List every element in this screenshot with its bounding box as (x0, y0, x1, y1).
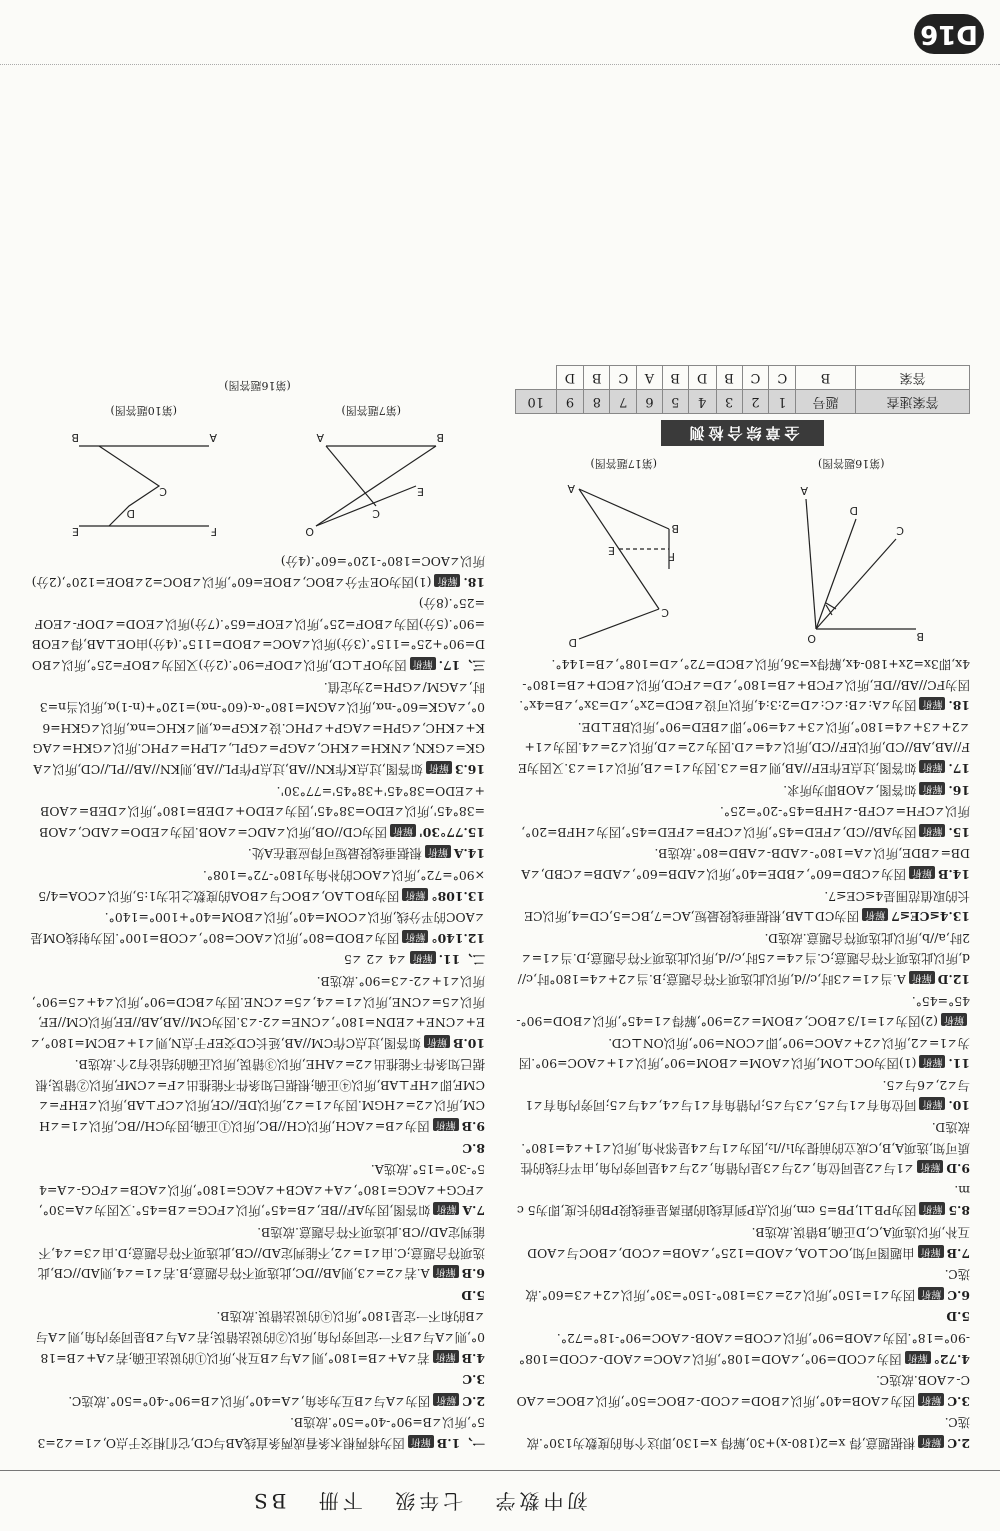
answer-item (30, 1306, 485, 1368)
answer-text: A.若∠2=∠3,则AB//DC,此选项不符合题意;B.若∠1=∠4,则AD//CB,此选项符合题意;C.由∠1=∠2,不能判定AD//CB,此选项不符合题意;D.由∠3=∠4,不能判定AD//CB.此选项不符合题意.故选B. (37, 1225, 485, 1282)
answer-item (515, 716, 970, 778)
answer-item (30, 1159, 485, 1221)
answer-text: 因为CD//OB,所以∠ADC=∠AOB.因为∠EDO=∠ADC,∠AOB=38°45',所以∠EDO=38°45',因为∠EDO+∠DEB=180°,所以∠DEB=∠AOB+∠EDO=38°45'+38°45'=77°30'. (39, 783, 485, 840)
answer-value: A (637, 365, 663, 389)
answer-number: 13.108° (431, 888, 485, 904)
answer-number: 16. (948, 782, 970, 798)
analysis-tag: 解析 (918, 1435, 944, 1448)
answer-text: 因为CD⊥AB,根据垂线段最短,AC=7,BC=5,CD=4,所以CE长的取值范围是4≤CE≤7. (524, 888, 970, 925)
answer-text: 同位角有∠1与∠5,∠3与∠5;内错角有∠1与∠4,∠4与∠5;同旁内角有∠1与∠2,∠6与∠5. (525, 1077, 970, 1114)
figure-17-caption: (第17题答图) (590, 456, 658, 470)
analysis-tag: 解析 (918, 1287, 944, 1300)
answer-item (515, 990, 970, 1031)
answer-number: 二、11. (438, 952, 485, 968)
triangle-diagram (296, 426, 446, 546)
answer-number: 7.A (462, 1203, 485, 1219)
analysis-tag: 解析 (909, 971, 935, 984)
answer-text: 若∠A+∠B=180°,则∠A与∠B互补,所以①的说法正确;若∠A+∠B=180°,则∠A与∠B不一定同旁内角,所以②的说法错误;若∠A与∠B是同旁内角,则∠A与∠B的和不一定是180°,所以④的说法错误.故选B. (35, 1309, 485, 1366)
answer-number: 2.C (462, 1393, 485, 1409)
answer-text: 因为∠BOD=80°,所以∠AOC=80°,∠COB=100°.因为射线OM是∠AOC的平分线,所以∠COM=40°,所以∠BOM=40°+100°=140°. (30, 910, 485, 946)
answer-text: A.当∠1=∠3时,c//d,所以此选项不符合题意;B.当∠2+∠4=180°时,c//d,所以此选项不符合题意;C.当∠4=∠5时,c//d,所以此选项不符合题意;D.当∠1=∠2时,a//b,所以此选项符合题意.故选D. (517, 930, 970, 987)
answer-number: 11. (948, 1056, 970, 1072)
svg-text:E: E (607, 544, 615, 558)
answer-table (515, 365, 970, 414)
header-volume: 下册 (314, 1489, 363, 1513)
answer-item (30, 1221, 485, 1283)
answer-text: 因为∠COD=90°,∠AOD=108°,所以∠AOC=∠AOD-∠COD=108°-90°=18°.因为∠AOB=90°,所以∠COB=∠AOB-∠AOC=90°-18°=72°. (518, 1331, 970, 1367)
answer-text: (1)因为OE平分∠BOC,∠BOE=60°,所以∠BOC=2∠BOE=120°,(2分)所以∠AOC=180°-120°=60°.(4分) (31, 554, 485, 590)
answer-number: 9.D (946, 1161, 970, 1177)
analysis-tag: 解析 (862, 908, 888, 921)
analysis-tag: 解析 (402, 930, 428, 943)
answer-number: 3.C (462, 1372, 485, 1388)
answer-value: B (662, 365, 688, 389)
answer-item (515, 1264, 970, 1305)
figure-row-16-17 (515, 452, 970, 649)
analysis-tag: 解析 (433, 1393, 459, 1406)
answer-text: ∠4 ∠2 ∠5 (343, 952, 407, 968)
answer-number: 16.3 (454, 762, 485, 777)
question-number: 3 (716, 389, 742, 413)
question-number: 7 (610, 389, 637, 413)
analysis-tag: 解析 (909, 866, 935, 879)
answer-item (515, 885, 970, 926)
zigzag-diagram (69, 426, 219, 546)
row-label-answers: 答案 (856, 365, 970, 389)
answer-value: B (796, 365, 856, 389)
page-header (0, 1470, 1000, 1531)
analysis-tag: 解析 (905, 1351, 931, 1364)
answer-text: 根据垂线段最短可得应建在A处. (247, 846, 422, 862)
answer-number: 3.C (947, 1393, 970, 1409)
answer-number: 13.4≤CE≤7 (891, 909, 970, 925)
analysis-tag: 解析 (402, 888, 428, 901)
answer-text: 因为∠1=150°,所以∠2=∠3=180°-150°=30°,所以∠2+∠3=60°.故选C. (525, 1267, 970, 1303)
answer-item (30, 1054, 485, 1136)
answer-item (30, 1390, 485, 1411)
analysis-tag: 解析 (408, 1435, 434, 1448)
analysis-tag: 解析 (425, 845, 451, 858)
answer-item (515, 653, 970, 715)
figure-10 (69, 399, 219, 546)
answer-number: 一、1.B (436, 1436, 485, 1451)
question-number: 1 (769, 389, 796, 413)
svg-text:B: B (436, 431, 445, 445)
svg-text:A: A (567, 482, 575, 496)
answer-number: 10. (948, 1098, 970, 1114)
svg-text:C: C (896, 524, 905, 538)
answer-text: 因为OF⊥CD,所以∠DOF=90°.(2分)又因为∠BOF=25°,所以∠BOD=90°+25°=115°.(3分)所以∠AOC=∠BOD=115°.(4分)由OE⊥AB,得∠EOB=90°.(5分)因为∠BOF=25°,所以∠EOF=65°.(7分)所以∠EOD=∠DOF-∠EOF=25°.(8分) (31, 596, 485, 674)
analysis-tag: 解析 (919, 1055, 945, 1068)
angle-construction-diagram (766, 479, 936, 649)
answer-item (515, 1179, 970, 1220)
svg-text:C: C (159, 485, 167, 499)
answer-item (30, 550, 485, 591)
analysis-tag: 解析 (434, 574, 460, 587)
answer-number: 2.C (947, 1436, 970, 1451)
answer-value: D (556, 365, 584, 389)
analysis-tag: 解析 (433, 1118, 459, 1131)
answer-text: 根据题意,得 x=2(180-x)+30,解得 x=130,即这个角的度数为130°.故选C. (526, 1415, 970, 1451)
svg-text:F: F (668, 550, 675, 564)
analysis-tag: 解析 (919, 782, 945, 795)
answer-text: (2)因为∠1=1/3∠BOC,∠BOM=∠2=90°,解得∠1=45°,所以∠BOD=90°-45°=45°. (516, 993, 970, 1030)
answer-item (30, 780, 485, 842)
answer-value: B (584, 365, 610, 389)
analysis-tag: 解析 (424, 1035, 450, 1048)
answer-item (30, 676, 485, 779)
answer-item (30, 907, 485, 948)
answer-text: (1)因为OC⊥OM,所以∠AOM=∠BOM=90°,所以∠1+∠AOC=90°.因为∠1=∠2,所以∠2+∠AOC=90°,即∠CON=90°,所以ON⊥CD. (518, 1035, 970, 1072)
svg-text:D: D (849, 504, 859, 518)
svg-text:F: F (210, 525, 217, 539)
figure-7-caption: (第7题答图) (341, 403, 402, 417)
figure-17 (549, 452, 699, 649)
figure-16b-caption: (第16题答图) (224, 379, 291, 393)
answer-number: 12.140° (431, 930, 485, 946)
svg-text:B: B (671, 522, 679, 536)
answer-value: B (716, 365, 742, 389)
analysis-tag: 解析 (433, 1202, 459, 1215)
question-number: 5 (662, 389, 688, 413)
figure-row-7-10 (30, 399, 485, 546)
answer-text: 因为∠CBD=60°,∠BDE=40°,所以∠ADB=60°,∠ADB=∠CBD,∠ADB=∠BDE,所以∠A=180°-∠ADB-∠ABD=80°.故选B. (521, 846, 970, 882)
svg-text:D: D (126, 507, 135, 521)
answer-text: 因为BO⊥AO,∠BOC与∠BOA的度数之比为1:5,所以∠COA=4/5×90°=72°,所以∠AOC的补角为180°-72°=108°. (38, 867, 485, 904)
answer-text: 因为将两根木条看成两条直线AB与CD,它们相交于点O,∠1=∠2=35°,所以∠B=90°-40°=50°.故选B. (37, 1415, 485, 1451)
figure-16-caption: (第16题答图) (817, 456, 885, 470)
answer-number: 8.5 (948, 1203, 970, 1219)
answer-value: C (610, 365, 637, 389)
answer-number: 17. (948, 761, 970, 776)
page-badge: D16 (914, 14, 984, 54)
analysis-tag: 解析 (919, 760, 945, 773)
svg-text:A: A (316, 431, 325, 445)
answer-item (30, 949, 485, 970)
answer-text: 如答图,过点K作KN//AB,过点P作PL//AB,则KN//AB//PL//CD,所以∠AGK=∠GKN,∠NKH=∠KHC,∠AGP=∠GPL,∠LPH=∠PHC.所以∠GKH=∠AGK+∠KHC,∠GPH=∠AGP+∠PHC.设∠KGP=α,则∠KHC=nα,所以∠GKH=60°,∠AGK=60°-nα,所以∠AGM=180°-α-(60°-nα)=120°+(n-1)α,所以当n=3时,∠AGM/∠GPH=2为定值. (32, 679, 485, 777)
answer-number: 15.77°30' (418, 824, 485, 840)
row-label-numbers: 题号 (796, 389, 856, 413)
svg-text:B: B (71, 431, 79, 445)
answer-item (30, 1412, 485, 1453)
answer-item (30, 864, 485, 905)
answer-number: 10.B (452, 1035, 485, 1051)
answer-text: ∠1与∠2是同位角,∠2与∠3是内错角,∠2与∠4是同旁内角,由平行线的性质可知,选项A,B,C成立的前提为l₁//l₂,因为∠1与∠4是邻补角,所以∠1+∠4=180°.故选D. (520, 1120, 970, 1177)
answer-item (515, 1370, 970, 1411)
analysis-tag: 解析 (919, 697, 945, 710)
answer-item (515, 1306, 970, 1327)
answer-number: 6.C (947, 1287, 970, 1303)
answer-item (30, 593, 485, 675)
answer-text: 因为∠A与∠B互为余角,∠A=40°,所以∠B=90°-40°=50°.故选C. (68, 1393, 431, 1409)
left-column (515, 83, 970, 1453)
svg-text:O: O (807, 632, 817, 646)
figure-7 (296, 399, 446, 546)
answer-table-label: 答案速查 (856, 389, 970, 413)
answer-text: 如答图,过点C作CM//AB,延长CD交EF于点N,则∠1+∠BCM=180°,∠E+∠CNE+∠EDN=180°,∠CNE=∠2-∠3.因为CM//AB,AB//EF,所以CM//EF,所以∠5=∠CNE,所以∠1=∠4,∠5=∠CNE.因为∠BCD=90°,所以∠4+∠5=90°,所以∠1+∠2-∠3=90°.故选B. (30, 973, 485, 1051)
header-subject: 初中数学 (491, 1489, 588, 1513)
header-grade: 七年级 (391, 1489, 464, 1513)
svg-text:C: C (661, 606, 669, 620)
header-info (250, 1488, 605, 1517)
answer-number: 15. (948, 824, 970, 840)
answer-number: 18. (463, 574, 485, 590)
answer-number: 14.B (937, 866, 970, 882)
svg-text:D: D (568, 636, 577, 650)
answer-item (30, 1137, 485, 1158)
answer-item (515, 1117, 970, 1179)
answer-item (515, 1032, 970, 1073)
analysis-tag: 解析 (390, 824, 416, 837)
analysis-tag: 解析 (941, 1013, 967, 1026)
question-number: 2 (742, 389, 769, 413)
answer-value: C (769, 365, 796, 389)
figure-10-caption: (第10题答图) (110, 403, 178, 417)
section-title: 全章综合检测 (515, 420, 970, 447)
svg-text:A: A (209, 431, 217, 445)
figure-16 (766, 452, 936, 649)
answer-item (515, 1074, 970, 1115)
answer-number: 5.D (946, 1309, 970, 1325)
answer-item (30, 970, 485, 1052)
answer-text: 如答图,过点E作EF//AB,则∠B=∠3.因为∠1=∠B,所以∠1=∠3.又因为EF//AB,AB//CD,所以EF//CD,所以∠4=∠D.因为∠2=∠D,所以∠2=∠4.因为∠1+∠2+∠3+∠4=180°,所以∠3+∠4=90°,即∠BED=90°,所以BE⊥DE. (517, 719, 970, 776)
svg-text:A: A (800, 484, 809, 498)
answer-item (515, 1221, 970, 1262)
answer-number: 8.C (462, 1140, 485, 1156)
answer-item (30, 1369, 485, 1390)
answer-text: 因为PB⊥l,PB=5 cm,所以点P到直线l的距离是垂线段PB的长度,即为5 cm. (516, 1182, 970, 1219)
answer-value: C (742, 365, 769, 389)
right-column (30, 83, 485, 1453)
answer-item (515, 1327, 970, 1368)
analysis-tag: 解析 (918, 1245, 944, 1258)
analysis-tag: 解析 (410, 657, 436, 670)
analysis-tag: 解析 (426, 761, 452, 774)
page-footer (0, 0, 1000, 65)
analysis-tag: 解析 (433, 1265, 459, 1278)
answer-text: 因为∠A:∠B:∠C:∠D=2:3:4,所以可设∠BCD=2x°,∠D=3x°,∠B=4x°.因为FC//AB//DE,所以∠FCB+∠B=180°,∠D=∠FCD,所以∠BCD+∠B=180°-4x,即3x=2x+180-4x,解得x=36,所以∠BCD=72°,∠D=108°,∠B=144°. (519, 657, 970, 714)
svg-text:E: E (417, 485, 425, 499)
answer-text: 因为∠B=∠ACH,所以CH//BC,所以①正确;因为CH//BC,所以∠1=∠HCM,所以∠2=∠HGM.因为∠1=∠2,所以DE//CF,所以∠CF⊥AB,所以∠EHF=∠CMF,即∠HF⊥AB,所以④正确;根据已知条件不能推出∠F=∠CMF,所以②错误;根据已知条件不能推出∠2=∠AHE,所以③错误,所以正确的结论有2个.故选B. (35, 1057, 485, 1135)
answer-number: 三、17. (438, 658, 485, 674)
answer-item (515, 801, 970, 842)
answer-number: 4.72° (933, 1351, 970, 1367)
answer-value: D (688, 365, 716, 389)
analysis-tag: 解析 (410, 951, 436, 964)
question-number: 10 (516, 389, 557, 413)
answer-number: 18. (948, 698, 970, 714)
answer-number: 12.D (937, 971, 970, 987)
answer-number: 5.D (461, 1287, 485, 1303)
answer-text: 因为AB//CD,∠FED=45°,所以∠CFB=∠FED=45°,因为∠HFB=20°,所以∠CFH=∠CFB-∠HFB=45°-20°=25°. (521, 804, 970, 840)
answer-number: 14.A (453, 846, 485, 862)
analysis-tag: 解析 (918, 1393, 944, 1406)
answer-item (30, 843, 485, 864)
answer-item (515, 927, 970, 989)
figure-16b (30, 375, 485, 396)
svg-text:O: O (305, 525, 315, 539)
analysis-tag: 解析 (433, 1350, 459, 1363)
answer-text: 因为∠AOB=40°,所以∠BOD=∠COD-∠BOC=50°,所以∠BOC=∠AOC-∠AOB.故选C. (516, 1373, 970, 1409)
svg-text:C: C (372, 507, 381, 521)
analysis-tag: 解析 (919, 1202, 945, 1215)
analysis-tag: 解析 (919, 1098, 945, 1111)
analysis-tag: 解析 (917, 1160, 943, 1173)
analysis-tag: 解析 (919, 824, 945, 837)
question-number: 6 (637, 389, 663, 413)
header-edition: BS (250, 1489, 287, 1513)
answer-text: 由题图可知,OC⊥OA,∠AOD=125°,∠AOB=∠COD,∠BOC与∠AOD互补,所以选项A,C,D正确,B错误.故选B. (527, 1225, 970, 1261)
svg-text:B: B (916, 630, 925, 644)
answer-text: 如答图,∠AOB即为所求. (783, 782, 917, 798)
answer-number: 7.B (946, 1245, 970, 1261)
answer-item (515, 1412, 970, 1453)
answer-item (515, 843, 970, 884)
answer-number: 6.B (461, 1266, 485, 1282)
svg-text:E: E (71, 525, 79, 539)
answer-item (515, 779, 970, 800)
question-number: 8 (584, 389, 610, 413)
answer-number: 9.B (461, 1119, 485, 1135)
answer-number: 4.B (461, 1350, 485, 1366)
question-number: 9 (556, 389, 584, 413)
question-number: 4 (688, 389, 716, 413)
answer-text: 如答图,因为AF//BE,∠B=45°,所以∠FCG=∠B=45°.又因为∠A=30°,∠FCG+∠ACG=180°,∠A+∠ACB+∠ACG=180°,所以∠ACB=∠FCG-∠A=45°-30°=15°.故选A. (38, 1162, 485, 1219)
parallel-lines-diagram (549, 479, 699, 649)
answer-item (30, 1284, 485, 1305)
